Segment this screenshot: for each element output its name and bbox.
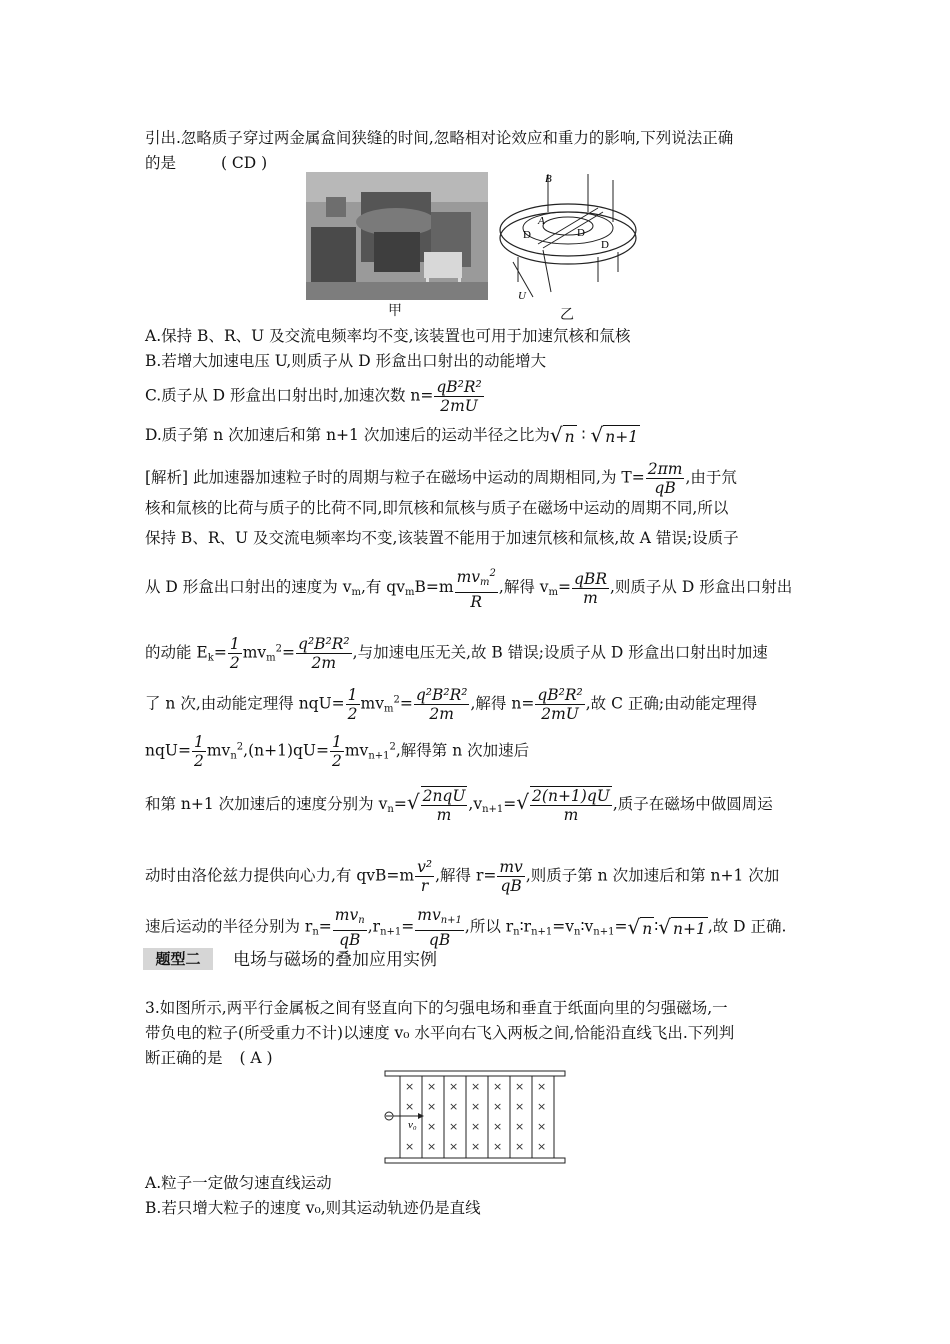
analysis-line-10: 速后运动的半径分别为 $r_n=$ $\frac{mv_n}{qB}$ $,r_{n+1}=$ $\frac{mv_{n+1}}{qB}$ ,所以 $r_n∶r_{n+1}=v_n∶v_{n+1}=√$ n ∶√ n+1 ,故 D 正确.: [145, 906, 787, 949]
answer-q3: ( A ): [239, 1049, 273, 1067]
analysis-line-9: 动时由洛伦兹力提供向心力,有 qvB=m $\frac{\text{v²}}{r}$ ,解得 r= $\frac{mv}{qB}$ ,则质子第 n 次加速后和第 n+1 次加: [145, 858, 780, 895]
svg-text:×: ×: [427, 1140, 437, 1153]
svg-text:×: ×: [493, 1100, 503, 1113]
option-d-prefix: D.质子第 n 次加速后和第 n+1 次加速后的运动半径之比为: [145, 426, 550, 444]
label-v0: v₀: [408, 1119, 417, 1131]
label-U: U: [518, 290, 526, 302]
svg-text:×: ×: [537, 1120, 547, 1133]
svg-text:×: ×: [493, 1080, 503, 1093]
svg-text:×: ×: [427, 1080, 437, 1093]
intro-line-1: 引出.忽略质子穿过两金属盒间狭缝的时间,忽略相对论效应和重力的影响,下列说法正确: [145, 129, 734, 147]
analysis-line-1: [解析] 此加速器加速粒子时的周期与粒子在磁场中运动的周期相同,为 T= $\frac{2\pi m}{qB}$ ,由于氘: [145, 460, 737, 497]
cyclotron-photo-image: [306, 172, 488, 300]
analysis-line-3: 保持 B、R、U 及交流电频率均不变,该装置不能用于加速氘核和氚核,故 A 错误;设质子: [145, 529, 739, 547]
intro-line-2: [145, 152, 267, 174]
intro-prefix: 的是: [145, 154, 177, 172]
q3-line-1: 3.如图所示,两平行金属板之间有竖直向下的匀强电场和垂直于纸面向里的匀强磁场,一: [145, 999, 728, 1017]
answer-q2: ( CD ): [220, 154, 268, 172]
svg-text:×: ×: [515, 1080, 525, 1093]
analysis-line-6: 了 n 次,由动能定理得 nqU= $\frac{1}{2}$ $mv_m^2=$ $\frac{\text{q²B²R²}}{2m}$ ,解得 n= $\frac{\text{qB²R²}}{2mU}$ ,故 C 正确;由动能定理得: [145, 686, 758, 723]
cyclotron-diagram: [493, 172, 643, 307]
parallel-plates-diagram: [380, 1068, 570, 1168]
analysis-line-2: 核和氚核的比荷与质子的比荷不同,即氘核和氚核与质子在磁场中运动的周期不同,所以: [145, 499, 729, 517]
fraction-n: $\frac{\text{qB²R²}}{2mU}$: [436, 378, 482, 415]
svg-text:×: ×: [449, 1100, 459, 1113]
analysis-line-4: 从 D 形盒出口射出的速度为 $v_m$,有 $qv_mB=m$ $\frac{mv_m^2}{R}$ ,解得 $v_m=$ $\frac{\text{qBR}}{m}$ ,则质子从 D 形盒出口射出: [145, 565, 792, 611]
label-D-right: D: [601, 239, 609, 251]
svg-text:×: ×: [405, 1140, 415, 1153]
analysis-line-7: nqU= $\frac{1}{2}$ $mv_n^2,(n+1)qU=$ $\frac{1}{2}$ $mv_{n+1}^2$,解得第 n 次加速后: [145, 733, 530, 770]
svg-text:×: ×: [471, 1100, 481, 1113]
label-A: A: [538, 215, 545, 227]
svg-text:×: ×: [405, 1100, 415, 1113]
svg-text:×: ×: [537, 1100, 547, 1113]
svg-text:×: ×: [449, 1140, 459, 1153]
svg-text:×: ×: [537, 1140, 547, 1153]
svg-text:×: ×: [449, 1080, 459, 1093]
svg-text:×: ×: [471, 1120, 481, 1133]
option-c: [145, 378, 485, 415]
option-c-prefix: C.质子从 D 形盒出口射出时,加速次数 n=: [145, 386, 434, 405]
label-D-center: D: [577, 227, 585, 239]
cyclotron-photo: [306, 172, 488, 300]
svg-text:×: ×: [537, 1080, 547, 1093]
analysis-line-5: 的动能 $E_k=$ $\frac{1}{2}$ $mv_m^2=$ $\frac{\text{q²B²R²}}{2m}$ ,与加速电压无关,故 B 错误;设质子从 D 形盒出口射出时加速: [145, 635, 768, 672]
section-tag: 题型二: [143, 948, 213, 970]
option-d: D.质子第 n 次加速后和第 n+1 次加速后的运动半径之比为√ n ∶ √ n+1: [145, 423, 639, 447]
svg-text:×: ×: [427, 1100, 437, 1113]
q3-option-b: B.若只增大粒子的速度 v₀,则其运动轨迹仍是直线: [145, 1199, 481, 1217]
svg-text:×: ×: [493, 1120, 503, 1133]
svg-text:×: ×: [471, 1140, 481, 1153]
svg-text:×: ×: [405, 1080, 415, 1093]
svg-text:×: ×: [515, 1100, 525, 1113]
option-b: B.若增大加速电压 U,则质子从 D 形盒出口射出的动能增大: [145, 352, 547, 370]
svg-text:×: ×: [427, 1120, 437, 1133]
analysis-line-8: 和第 n+1 次加速后的速度分别为 $v_n=√$ $\frac{\text{2nqU}}{m}$ $,v_{n+1}=√$ $\frac{2(n+1)qU}{m}$ ,质子在磁场中做圆周运: [145, 787, 773, 824]
svg-text:×: ×: [449, 1120, 459, 1133]
q3-line-2: 带负电的粒子(所受重力不计)以速度 v₀ 水平向右飞入两板之间,恰能沿直线飞出.下列判: [145, 1024, 735, 1042]
caption-jia: 甲: [388, 303, 402, 319]
svg-text:×: ×: [493, 1140, 503, 1153]
option-a: A.保持 B、R、U 及交流电频率均不变,该装置也可用于加速氘核和氚核: [145, 327, 631, 345]
caption-yi: 乙: [560, 307, 574, 323]
q3-line-3: 断正确的是 ( A ): [145, 1049, 273, 1067]
svg-text:×: ×: [471, 1080, 481, 1093]
svg-text:×: ×: [515, 1120, 525, 1133]
q3-option-a: A.粒子一定做匀速直线运动: [145, 1174, 332, 1192]
label-D-left: D: [523, 229, 531, 241]
section-title: 电场与磁场的叠加应用实例: [233, 950, 437, 970]
svg-text:×: ×: [515, 1140, 525, 1153]
label-B: B: [545, 173, 552, 185]
